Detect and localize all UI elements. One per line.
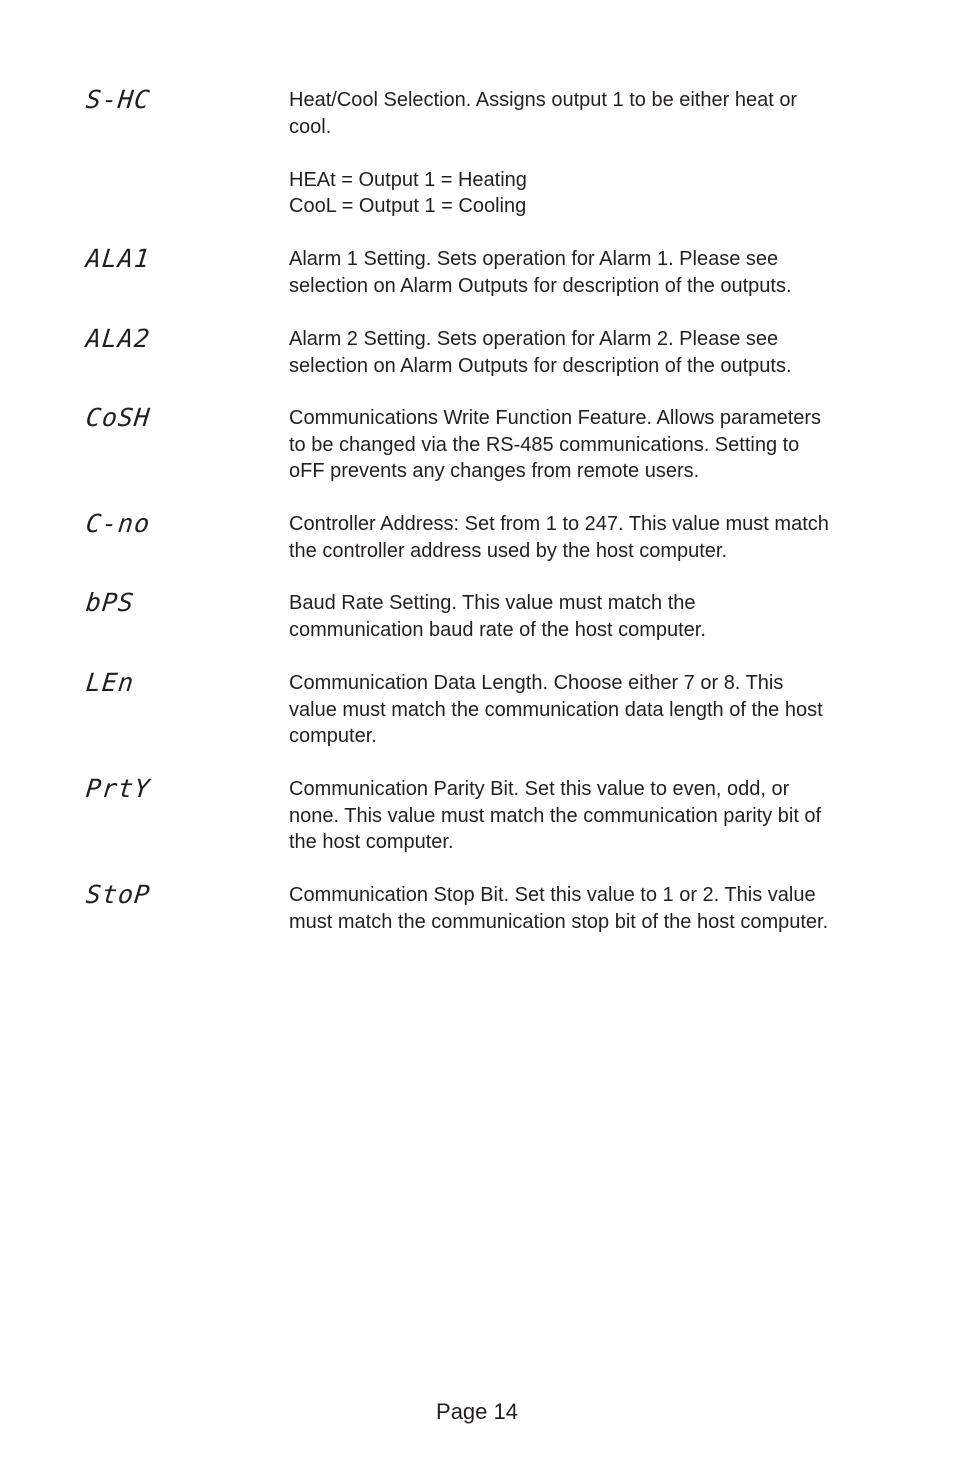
desc-line: computer. [289, 725, 377, 747]
desc-line: Communications Write Function Feature. Allows parameters [289, 407, 822, 429]
desc-line: communication baud rate of the host computer. [289, 618, 706, 641]
desc-line: Controller Address: Set from 1 to 247. This value must match [289, 513, 829, 535]
param-code: PrtY [84, 774, 152, 803]
param-code: bPS [84, 588, 136, 617]
desc-line: must match the communication stop bit of the host computer. [289, 910, 829, 933]
param-description [289, 246, 879, 299]
param-description [289, 590, 879, 643]
page-number: Page 14 [436, 1399, 518, 1424]
desc-line: Communication Stop Bit. Set this value to 1 or 2. This value [289, 884, 816, 906]
param-description [289, 511, 879, 564]
param-code: LEn [84, 668, 136, 697]
desc-line: Baud Rate Setting. This value must match the [289, 592, 696, 614]
desc-line: value must match the communication data length of the host [289, 698, 823, 721]
param-description [289, 87, 879, 220]
paragraph-gap [289, 140, 879, 167]
param-description [289, 776, 879, 856]
param-code: StoP [84, 880, 152, 909]
desc-line: Communication Data Length. Choose either 7 or 8. This [289, 672, 784, 694]
desc-line: oFF prevents any changes from remote users. [289, 460, 700, 482]
desc-line: to be changed via the RS-485 communications. Setting to [289, 433, 800, 456]
param-description [289, 670, 879, 750]
desc-line: selection on Alarm Outputs for description of the outputs. [289, 354, 792, 377]
desc-line: the controller address used by the host computer. [289, 539, 728, 562]
desc-line: Heat/Cool Selection. Assigns output 1 to be either heat or [289, 89, 798, 111]
desc-line: the host computer. [289, 831, 454, 853]
desc-line: Alarm 2 Setting. Sets operation for Alarm 2. Please see [289, 328, 779, 350]
param-code: ALA2 [84, 324, 152, 353]
option-line-cool: CooL = Output 1 = Cooling [289, 195, 527, 217]
option-line-heat: HEAt = Output 1 = Heating [289, 168, 527, 191]
desc-line: Communication Parity Bit. Set this value to even, odd, or [289, 778, 790, 800]
param-code: CoSH [84, 403, 152, 432]
param-code: ALA1 [84, 244, 152, 273]
param-description [289, 882, 879, 935]
desc-line: selection on Alarm Outputs for description of the outputs. [289, 274, 792, 297]
desc-line: Alarm 1 Setting. Sets operation for Alarm 1. Please see [289, 248, 779, 270]
param-description [289, 405, 879, 485]
desc-line: none. This value must match the communication parity bit of [289, 804, 822, 827]
param-description [289, 326, 879, 379]
param-code: S-HC [84, 85, 152, 114]
desc-line: cool. [289, 115, 332, 138]
param-code: C-no [84, 509, 152, 538]
